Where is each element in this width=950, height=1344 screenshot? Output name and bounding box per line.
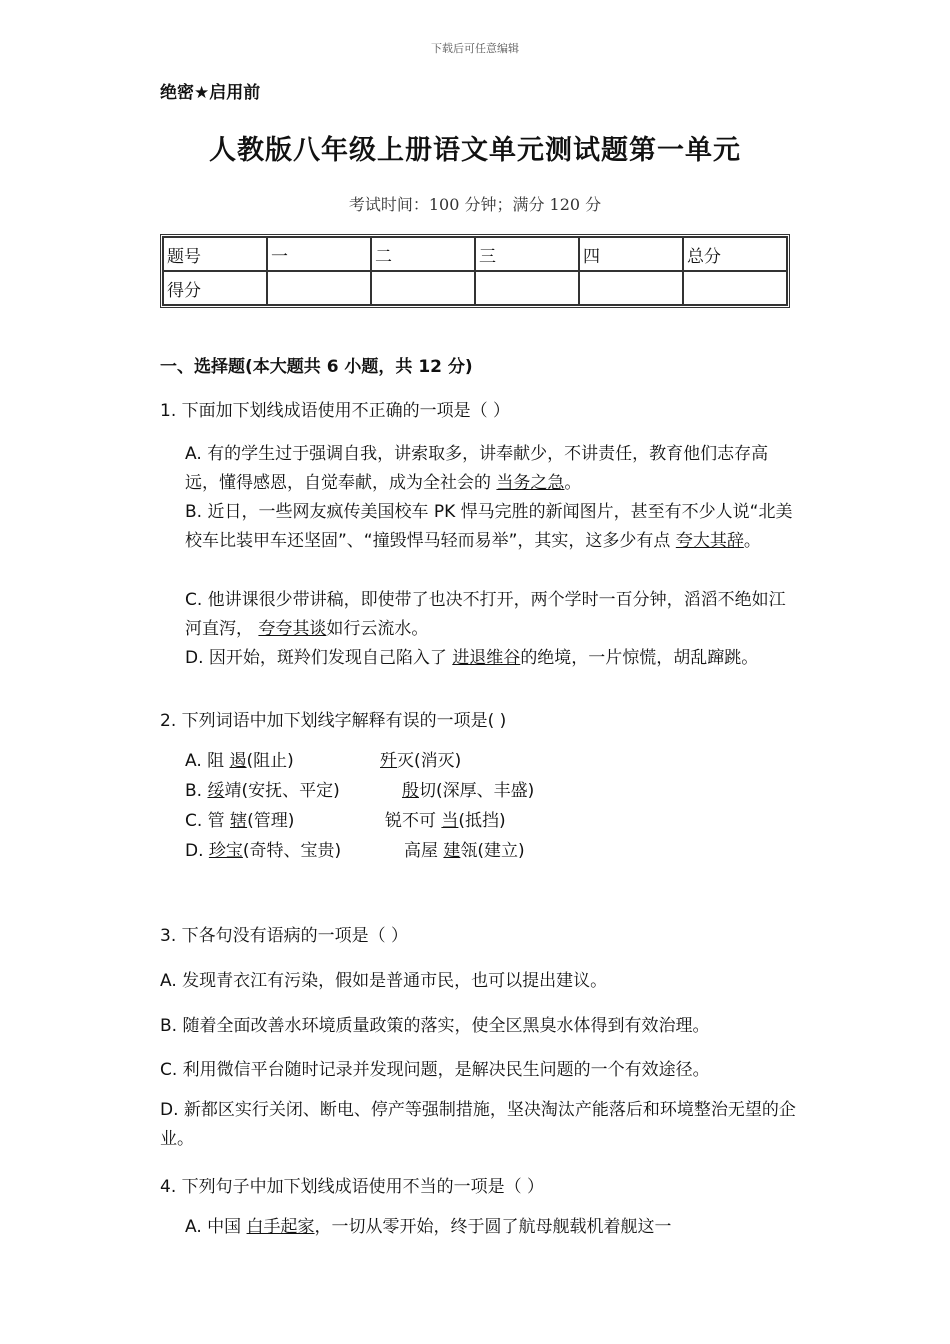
exam-info: 考试时间：100 分钟；满分 120 分	[348, 195, 602, 214]
option-text: 灭(消灭)	[397, 751, 462, 771]
question-2-option-a	[185, 747, 294, 776]
option-text: A. 有的学生过于强调自我，讲索取多，讲奉献少，不讲责任，教育他们志存高远，懂得感恩，自觉奉献，成为全社会的	[185, 444, 769, 493]
option-text: 的绝境，一片惊慌，胡乱蹿跳。	[520, 648, 759, 668]
table-cell: 得分	[163, 271, 267, 305]
table-cell: 题号	[163, 237, 267, 271]
underlined-idiom: 当务之急	[496, 473, 565, 493]
page-title: 人教版八年级上册语文单元测试题第一单元	[209, 135, 741, 166]
option-text: (奇特、宝贵)	[242, 841, 342, 861]
underlined-char: 辖	[230, 811, 248, 831]
option-text: ，一切从零开始，终于圆了航母舰载机着舰这一	[314, 1217, 672, 1237]
underlined-char: 遏	[229, 751, 247, 771]
question-4-stem: 4. 下列句子中加下划线成语使用不当的一项是（ ）	[160, 1177, 545, 1197]
option-text: B. 近日，一些网友疯传美国校车 PK 悍马完胜的新闻图片，甚至有不少人说“北美校车比装甲车还坚固”、“撞毁悍马轻而易举”，其实，这多少有点	[185, 502, 793, 551]
option-text: 如行云流水。	[326, 619, 429, 639]
underlined-idiom: 白手起家	[246, 1217, 315, 1237]
option-text: C. 管	[185, 811, 231, 831]
option-text: 。	[564, 473, 582, 493]
option-text: 切(深厚、丰盛)	[419, 781, 535, 801]
table-cell	[475, 271, 579, 305]
underlined-idiom: 夸夸其谈	[258, 619, 327, 639]
question-2-stem: 2. 下列词语中加下划线字解释有误的一项是( )	[160, 711, 507, 731]
underlined-char: 珍宝	[208, 841, 243, 861]
question-2-option-d	[185, 837, 341, 866]
question-1-stem: 1. 下面加下划线成语使用不正确的一项是（ ）	[160, 401, 511, 421]
underlined-char: 歼	[380, 751, 397, 771]
question-1-option-c	[185, 586, 800, 644]
table-cell	[267, 271, 371, 305]
table-cell: 总分	[683, 237, 787, 271]
question-2-option-b	[185, 777, 340, 806]
option-text: D.	[185, 841, 209, 861]
option-text: B.	[185, 781, 208, 801]
option-text: 。	[743, 531, 761, 551]
table-cell: 二	[371, 237, 475, 271]
score-table	[160, 234, 790, 308]
option-text: D. 因开始，斑羚们发现自己陷入了	[185, 648, 453, 668]
option-text: A. 阻	[185, 751, 230, 771]
section-title: 一、选择题(本大题共 6 小题，共 12 分)	[160, 357, 473, 377]
underlined-idiom: 夸大其辞	[675, 531, 744, 551]
question-1-option-a	[185, 440, 800, 498]
underlined-char: 绥	[207, 781, 225, 801]
question-3-option-d: D. 新都区实行关闭、断电、停产等强制措施，坚决淘汰产能落后和环境整治无望的企业。	[160, 1100, 796, 1149]
option-text: 高屋	[404, 841, 444, 861]
option-text: 瓴(建立)	[460, 841, 525, 861]
option-text: 靖(安抚、平定)	[224, 781, 340, 801]
question-1-option-d	[185, 644, 800, 673]
table-cell: 三	[475, 237, 579, 271]
question-2-option-a-second	[380, 747, 461, 776]
option-text: (管理)	[247, 811, 295, 831]
question-1-option-b	[185, 498, 800, 556]
question-2-option-c	[185, 807, 294, 836]
table-cell	[371, 271, 475, 305]
underlined-char: 建	[443, 841, 461, 861]
question-2-option-b-second	[402, 777, 534, 806]
table-row	[163, 237, 787, 271]
question-2-option-c-second	[385, 807, 506, 836]
option-text: A. 中国	[185, 1217, 247, 1237]
table-cell: 四	[579, 237, 683, 271]
question-3-option-c: C. 利用微信平台随时记录并发现问题，是解决民生问题的一个有效途径。	[160, 1060, 710, 1080]
option-text: C. 他讲课很少带讲稿，即使带了也决不打开，两个学时一百分钟，滔滔不绝如江河直泻，	[185, 590, 786, 639]
table-cell: 一	[267, 237, 371, 271]
underlined-char: 当	[441, 811, 459, 831]
question-3-option-b: B. 随着全面改善水环境质量政策的落实，使全区黑臭水体得到有效治理。	[160, 1016, 710, 1036]
question-4-option-a	[185, 1213, 800, 1242]
question-2-option-d-second	[404, 837, 525, 866]
underlined-idiom: 进退维谷	[452, 648, 521, 668]
option-text: (阻止)	[246, 751, 294, 771]
table-cell	[579, 271, 683, 305]
question-3-option-a: A. 发现青衣江有污染，假如是普通市民，也可以提出建议。	[160, 971, 608, 991]
option-text: 锐不可	[385, 811, 442, 831]
secret-label: 绝密★启用前	[160, 83, 261, 103]
underlined-char: 殷	[402, 781, 419, 801]
header-note: 下载后可任意编辑	[431, 42, 519, 55]
option-text: (抵挡)	[458, 811, 506, 831]
table-row	[163, 271, 787, 305]
question-3-stem: 3. 下各句没有语病的一项是（ ）	[160, 926, 409, 946]
table-cell	[683, 271, 787, 305]
